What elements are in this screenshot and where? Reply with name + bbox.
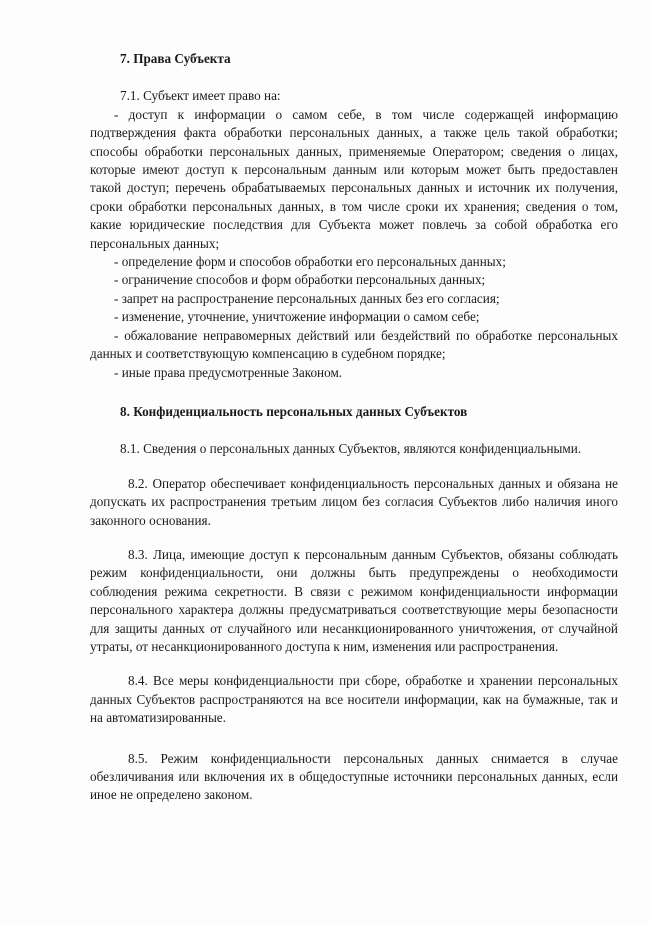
list-item-restriction: - ограничение способов и форм обработки персональных данных;	[114, 272, 486, 288]
list-item-prohibition: - запрет на распространение персональных данных без его согласия;	[114, 290, 500, 306]
spacer	[90, 728, 618, 750]
section-8-heading: 8. Конфиденциальность персональных данных Субъектов	[120, 403, 468, 419]
paragraph-7-1: 7.1. Субъект имеет право на:	[120, 88, 281, 104]
paragraph-8-5: 8.5. Режим конфиденциальности персональных данных снимается в случае обезличивания или включения их в общедоступные источники персональных данных, если иное не определено законом.	[90, 750, 618, 803]
paragraph-8-4: 8.4. Все меры конфиденциальности при сборе, обработке и хранении персональных данных Субъектов распространяются на все носители информации, как на бумажные, так и на автоматизированные.	[90, 673, 618, 726]
list-item-appeal: - обжалование неправомерных действий или бездействий по обработке персональных данных и соответствующую компенсацию в судебном порядке;	[90, 327, 618, 362]
document-body	[90, 50, 618, 805]
section-7-heading: 7. Права Субъекта	[120, 51, 231, 66]
paragraph-8-3: 8.3. Лица, имеющие доступ к персональным данным Субъектов, обязаны соблюдать режим конфиденциальности, они должны быть предупреждены о необходимости соблюдения режима секретности. В связи с режимом конфиденциальности информации персонального характера должны предусматриваться соответствующие меры безопасности для защиты данных от случайного или несанкционированного уничтожения, от случайной утраты, от несанкционированного доступа к ним, изменения или распространения.	[90, 546, 618, 654]
spacer	[90, 459, 618, 475]
list-item-forms-methods: - определение форм и способов обработки его персональных данных;	[114, 254, 506, 270]
list-item-access-info: - доступ к информации о самом себе, в том числе содержащей информацию подтверждения факта обработки персональных данных, а также цель такой обработки; способы обработки персональных данных, применяемые Оператором; сведения о лицах, которые имеют доступ к персональным данным или которым может быть предоставлен такой доступ; перечень обрабатываемых персональных данных и источник их получения, сроки обработки персональных данных, в том числе сроки их хранения; сведения о том, какие юридические последствия для Субъекта может повлечь за собой обработка его персональных данных;	[90, 106, 618, 251]
spacer	[90, 530, 618, 546]
paragraph-8-2: 8.2. Оператор обеспечивает конфиденциальность персональных данных и обязана не допускать их распространения третьим лицом без согласия Субъектов либо наличия иного законного основания.	[90, 475, 618, 528]
spacer	[90, 656, 618, 672]
list-item-modification: - изменение, уточнение, уничтожение информации о самом себе;	[114, 309, 480, 325]
list-item-other-rights: - иные права предусмотренные Законом.	[114, 364, 343, 380]
paragraph-8-1: 8.1. Сведения о персональных данных Субъектов, являются конфиденциальными.	[120, 441, 582, 457]
